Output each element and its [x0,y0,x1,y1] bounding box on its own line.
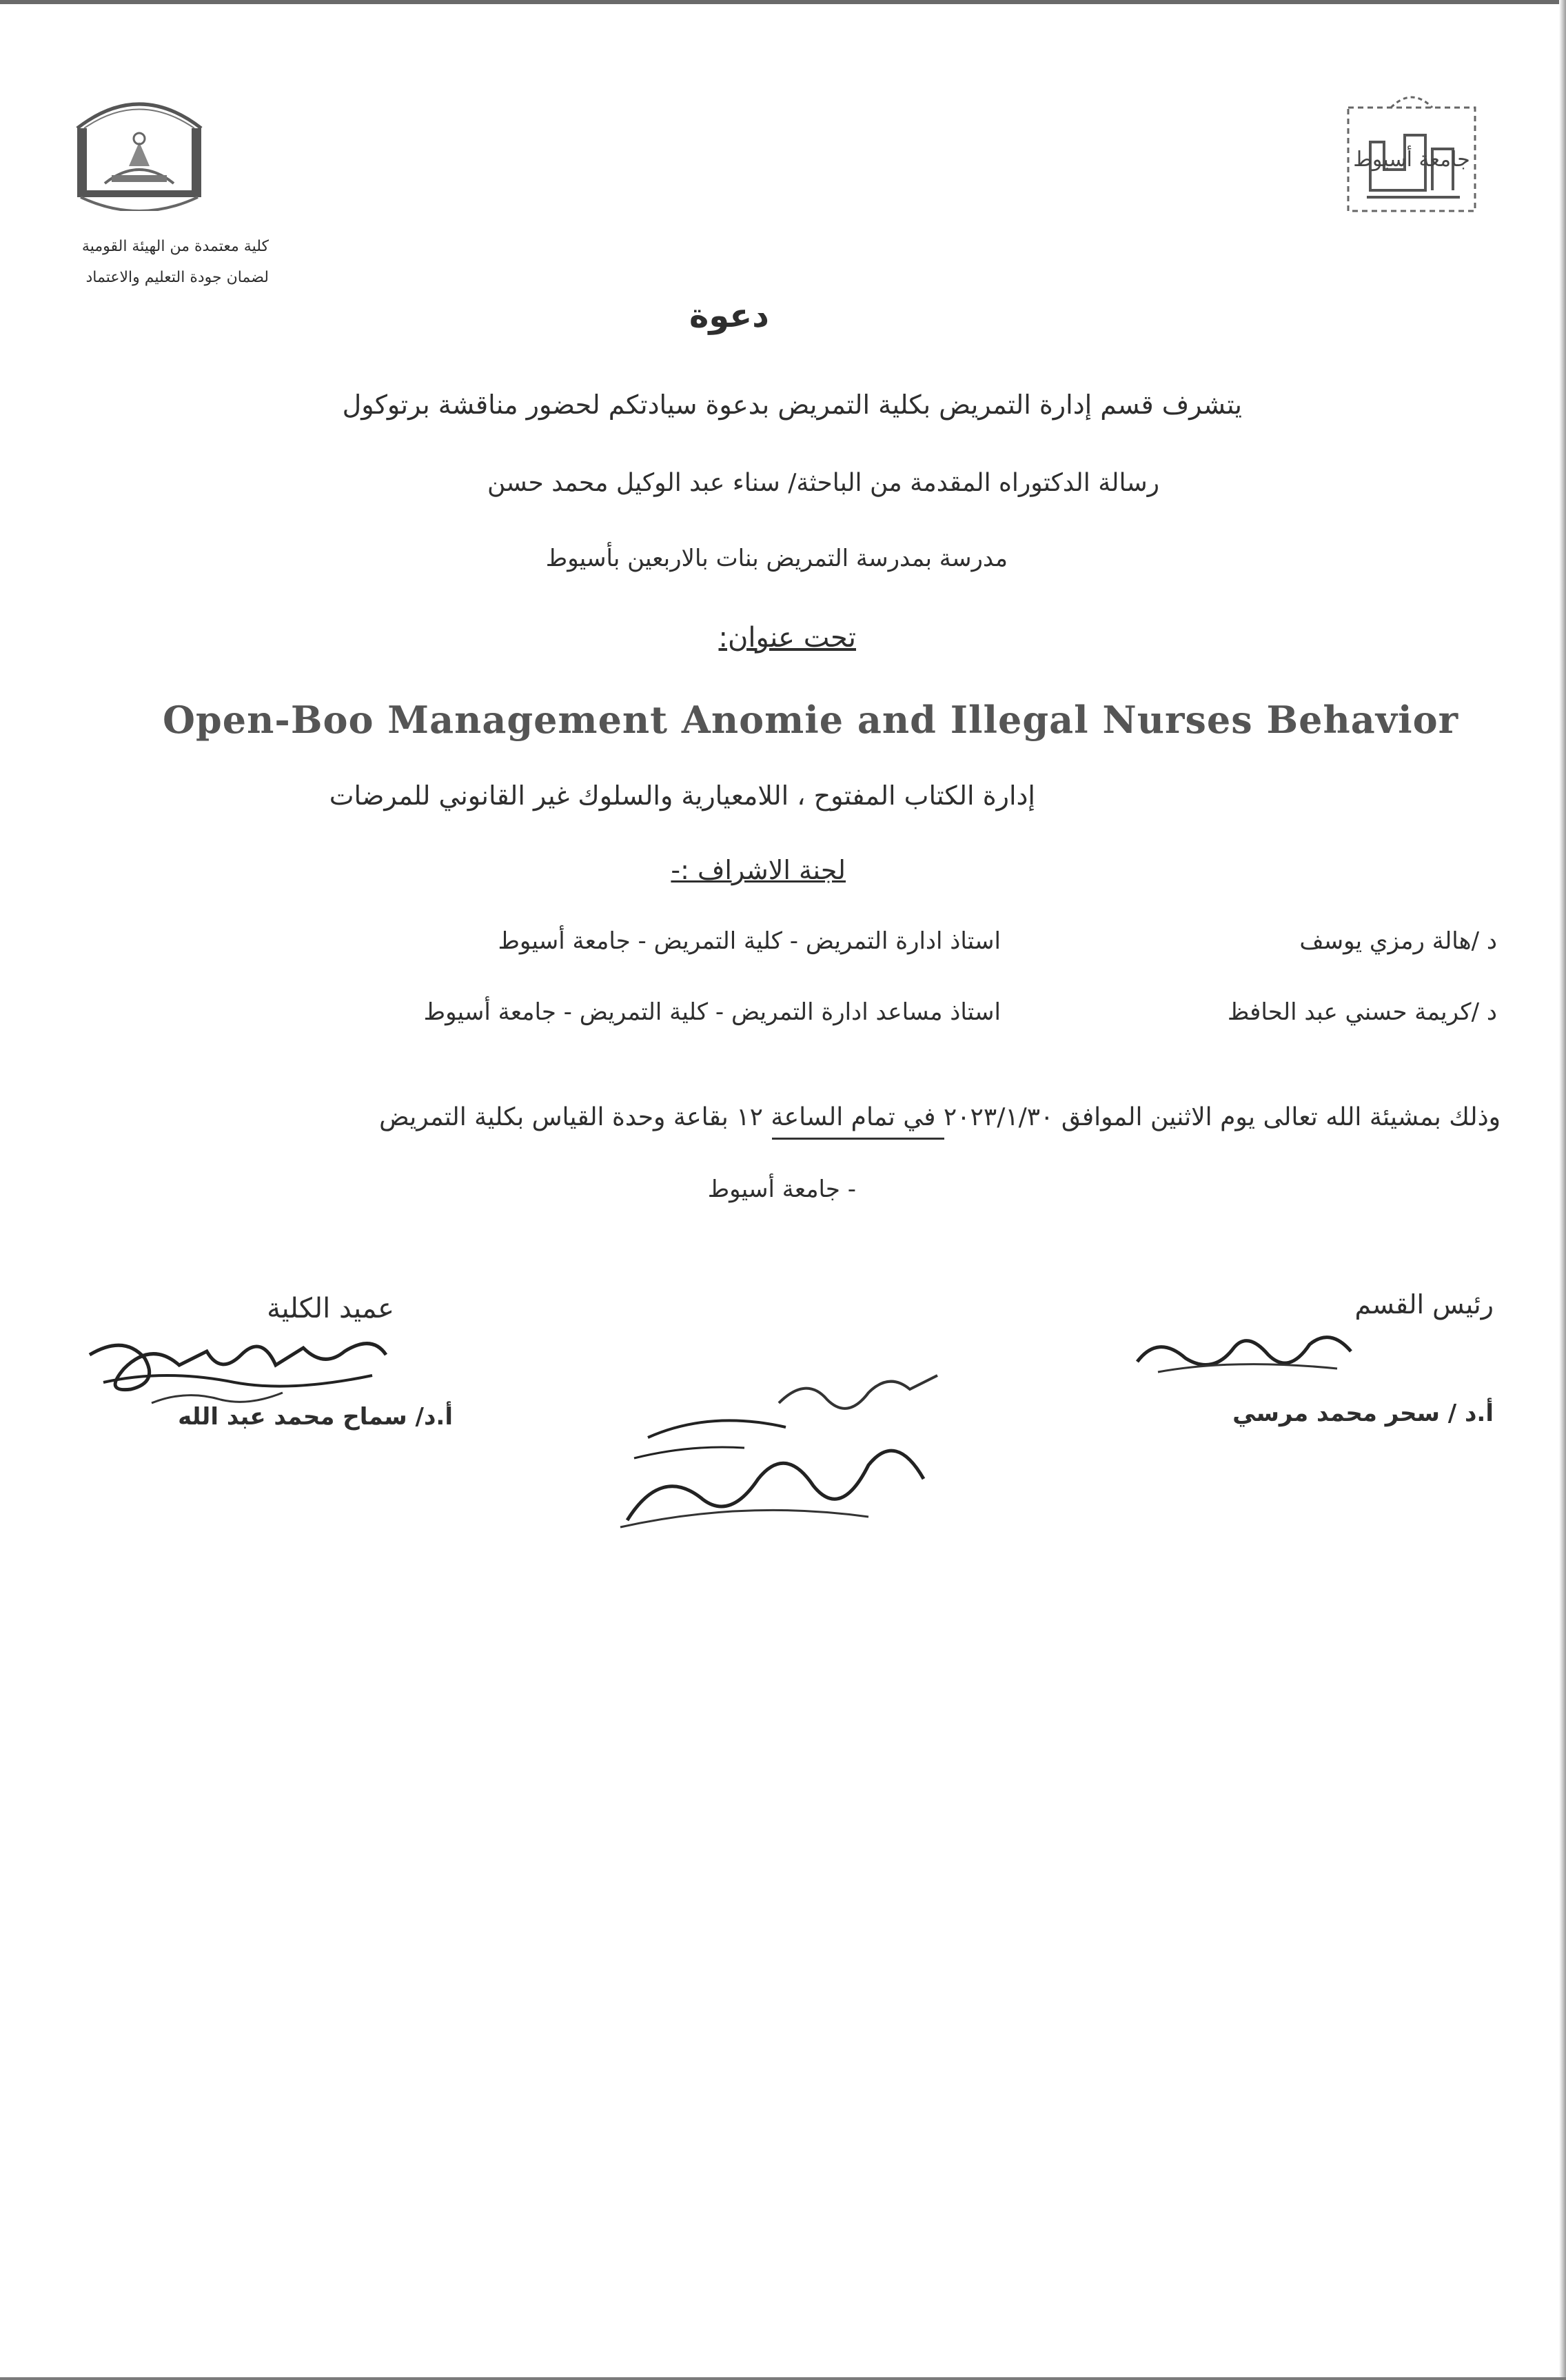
dean-label: عميد الكلية [267,1293,394,1324]
faculty-logo [63,87,215,211]
thesis-title-english: Open-Boo Management Anomie and Illegal Nurses Behavior [163,698,1459,742]
invitation-line-1: يتشرف قسم إدارة التمريض بكلية التمريض بدعوة سيادتكم لحضور مناقشة برتوكول [342,390,1242,420]
committee-label: لجنة الاشراف :- [671,855,846,885]
department-head-signature [1130,1320,1358,1382]
department-head-name: أ.د / سحر محمد مرسي [1232,1400,1494,1427]
university-logo [1343,87,1481,218]
schedule-line: وذلك بمشيئة الله تعالى يوم الاثنين الموافق ٢٠٢٣/١/٣٠ في تمام الساعة ١٢ بقاعة وحدة القياس بكلية التمريض [379,1103,1501,1131]
dean-name: أ.د/ سماح محمد عبد الله [178,1403,453,1431]
accreditation-line-1: كلية معتمدة من الهيئة القومية [81,238,269,255]
subject-label: تحت عنوان: [718,622,856,654]
scan-edge-top [0,0,1566,4]
committee-member-name: د /كريمة حسني عبد الحافظ [1227,998,1497,1026]
invitation-line-2: رسالة الدكتوراه المقدمة من الباحثة/ سناء عبد الوكيل محمد حسن [487,469,1159,497]
date-underline [772,1138,944,1140]
scan-edge-right [1559,0,1566,2380]
scan-edge-bottom [0,2377,1566,2380]
document-title: دعوة [689,296,769,335]
committee-member-title: استاذ ادارة التمريض - كلية التمريض - جامعة أسيوط [498,927,1001,955]
university-logo-text: جامعة أسيوط [1353,148,1470,172]
approval-signature [607,1362,993,1541]
invitation-line-3: مدرسة بمدرسة التمريض بنات بالاربعين بأسيوط [545,545,1008,572]
department-head-label: رئيس القسم [1354,1289,1494,1320]
committee-member-name: د /هالة رمزي يوسف [1299,927,1497,955]
committee-member-title: استاذ مساعد ادارة التمريض - كلية التمريض - جامعة أسيوط [423,998,1001,1026]
thesis-title-arabic: إدارة الكتاب المفتوح ، اللامعيارية والسلوك غير القانوني للمرضات [329,780,1035,811]
accreditation-line-2: لضمان جودة التعليم والاعتماد [85,269,269,286]
schedule-line-2: - جامعة أسيوط [707,1176,856,1203]
